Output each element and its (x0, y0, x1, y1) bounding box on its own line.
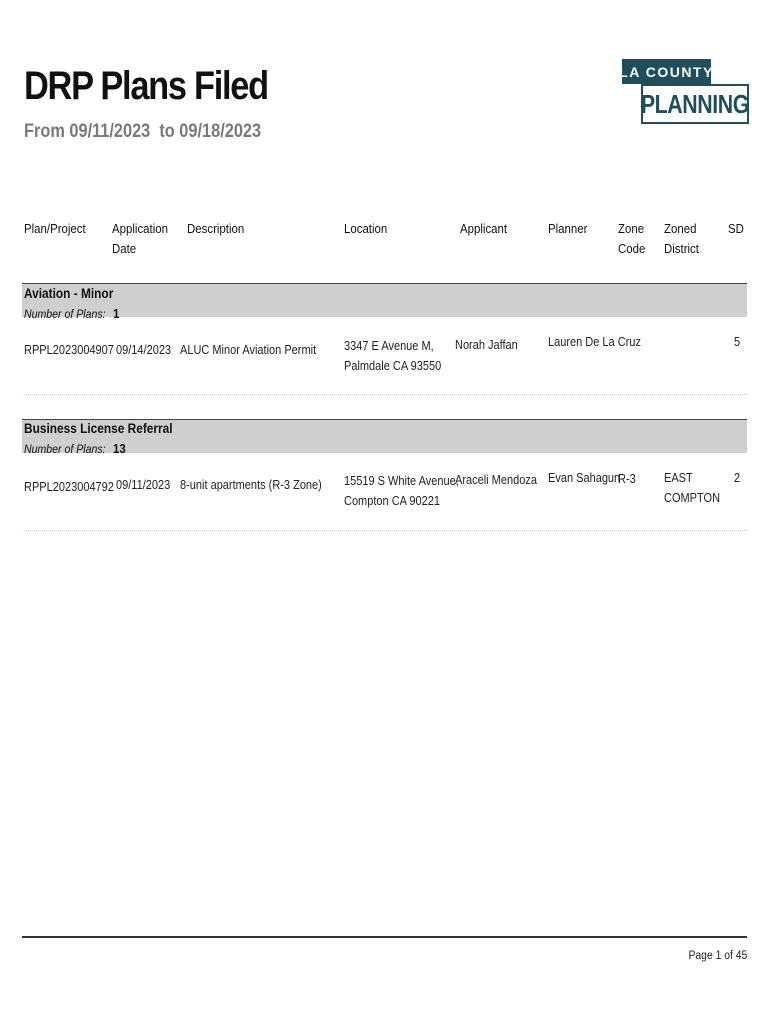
report-title: DRP Plans Filed (24, 64, 268, 108)
la-county-planning-logo (619, 59, 750, 124)
col-header-location: Location (344, 221, 388, 236)
cell-applicant: Norah Jaffan (455, 338, 518, 352)
col-header-application-date: Application Date (112, 221, 168, 256)
cell-location: 15519 S White Avenue, Compton CA 90221 (344, 474, 459, 508)
group-band-aviation-minor (22, 283, 747, 317)
cell-planner: Lauren De La Cruz (548, 335, 641, 349)
col-header-planner: Planner (548, 221, 588, 236)
cell-application-date: 09/14/2023 (116, 343, 172, 357)
cell-planner: Evan Sahagun (548, 471, 621, 485)
col-header-description: Description (187, 221, 245, 236)
cell-zoned-district: EAST COMPTON (664, 471, 721, 505)
group-count-label: Number of Plans: (24, 307, 106, 321)
row-separator (22, 530, 747, 531)
col-header-plan-project: Plan/Project (24, 221, 86, 236)
cell-description: 8-unit apartments (R-3 Zone) (180, 478, 322, 492)
cell-plan-id: RPPL2023004792 (24, 480, 114, 494)
cell-applicant: Araceli Mendoza (455, 473, 537, 487)
cell-location: 3347 E Avenue M, Palmdale CA 93550 (344, 339, 442, 373)
cell-plan-id: RPPL2023004907 (24, 343, 114, 357)
group-count-label: Number of Plans: (24, 442, 106, 456)
logo-la-county-text: LA COUNTY (622, 59, 711, 84)
group-title: Aviation - Minor (24, 286, 114, 301)
logo-planning-box (641, 84, 749, 124)
row-separator (22, 394, 747, 395)
cell-application-date: 09/11/2023 (116, 478, 171, 492)
col-header-zoned-district: Zoned District (664, 221, 699, 256)
group-count: 13 (113, 441, 126, 456)
logo-planning-text: PLANNING (640, 88, 750, 119)
report-date-range: From 09/11/2023 to 09/18/2023 (24, 121, 262, 142)
col-header-zone-code: Zone Code (618, 221, 646, 256)
cell-sd: 5 (734, 335, 741, 349)
cell-description: ALUC Minor Aviation Permit (180, 343, 317, 357)
group-count: 1 (113, 306, 120, 321)
cell-sd: 2 (734, 471, 741, 485)
page-number: Page 1 of 45 (688, 950, 747, 962)
cell-zone-code: R-3 (618, 472, 636, 486)
col-header-sd: SD (728, 221, 744, 236)
footer-rule (22, 936, 747, 938)
col-header-applicant: Applicant (460, 221, 508, 236)
group-title: Business License Referral (24, 421, 173, 436)
